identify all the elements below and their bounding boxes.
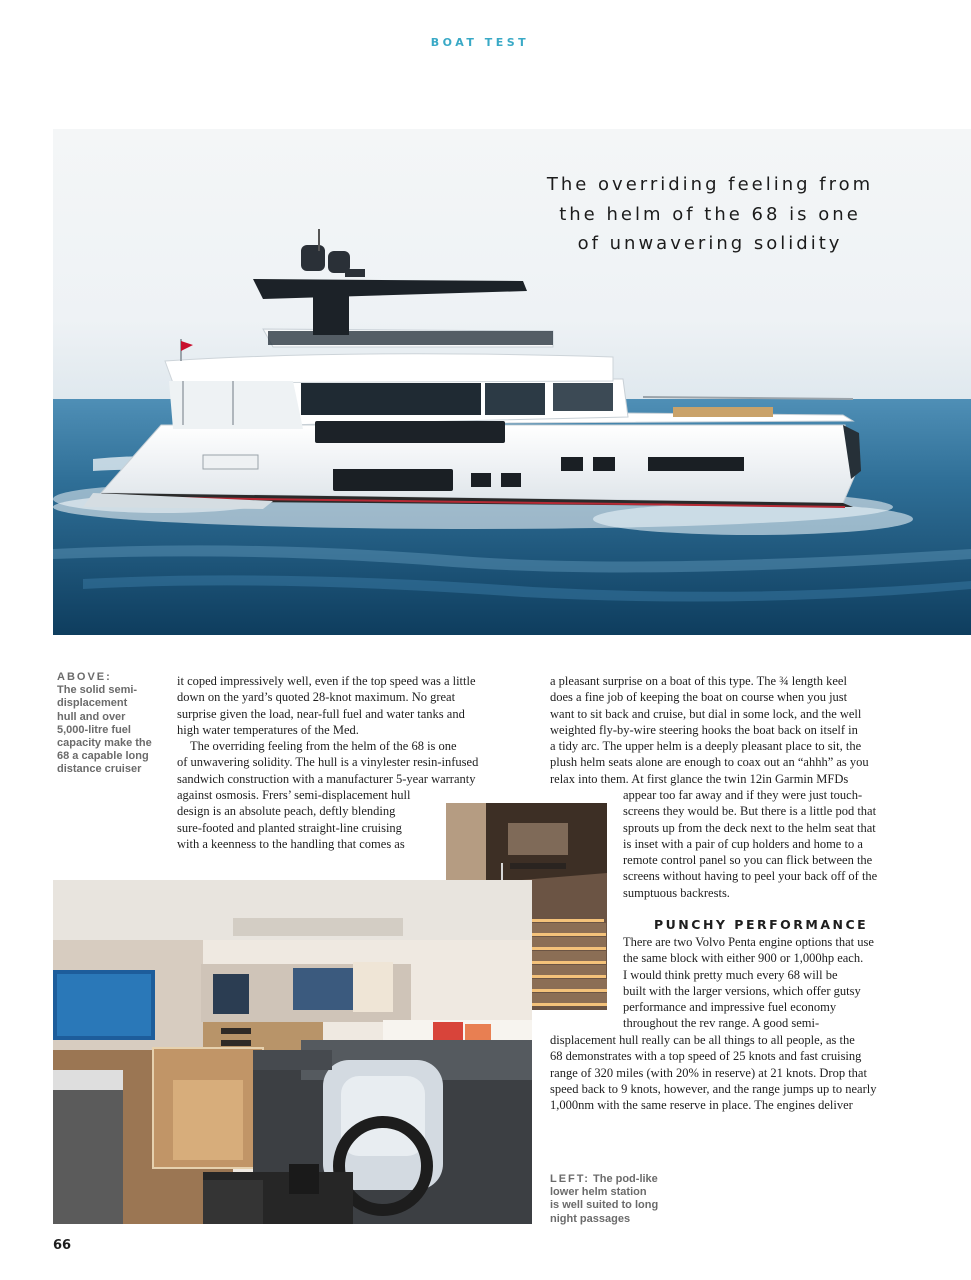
body-line: screens they would be. But there is a little pod that	[623, 804, 877, 819]
body-column-1	[177, 673, 478, 852]
subheading: PUNCHY PERFORMANCE	[654, 917, 869, 932]
body-line: high water temperatures of the Med.	[177, 722, 359, 737]
caption-line: hull and over	[57, 710, 126, 723]
caption-above	[57, 671, 167, 777]
caption-line: distance cruiser	[57, 763, 142, 776]
body-line: the same block with either 900 or 1,000hp each.	[623, 951, 864, 966]
caption-label: ABOVE:	[57, 671, 112, 683]
caption-body	[57, 684, 167, 776]
body-line: sure-footed and planted straight-line cruising	[177, 820, 402, 835]
pull-quote-line: of unwavering solidity	[577, 233, 843, 254]
body-line: performance and impressive fuel economy	[623, 1000, 837, 1015]
caption-line: night passages	[550, 1212, 631, 1225]
body-line: does a fine job of keeping the boat on course when you just	[550, 690, 848, 705]
caption-line: The pod-like	[589, 1173, 658, 1185]
body-line: with a keenness to the handling that comes as	[177, 836, 405, 851]
caption-line: displacement	[57, 697, 128, 710]
body-line: appear too far away and if they were just touch-	[623, 788, 863, 802]
caption-label: LEFT:	[550, 1173, 590, 1185]
body-line: relax into them. At first glance the twin 12in Garmin MFDs	[550, 771, 849, 786]
pull-quote-line: the helm of the 68 is one	[559, 203, 861, 225]
body-line: range of 320 miles (with 20% in reserve) at 21 knots. Drop that	[550, 1065, 867, 1080]
helm-interior-photo	[53, 880, 532, 1224]
caption-line: capacity make the	[57, 737, 152, 750]
body-line: against osmosis. Frers’ semi-displacement hull	[177, 788, 411, 803]
body-line: plush helm seats alone are enough to coax out an “ahhh” as you	[550, 755, 869, 770]
pull-quote	[505, 170, 915, 259]
body-line: design is an absolute peach, deftly blending	[177, 804, 396, 819]
caption-line: 5,000-litre fuel	[57, 723, 131, 736]
body-column-2-indent	[623, 787, 877, 901]
pull-quote-line: The overriding feeling from	[546, 174, 874, 195]
body-line: sumptuous backrests.	[623, 885, 730, 900]
body-line: a pleasant surprise on a boat of this type. The ¾ length keel	[550, 674, 847, 688]
body-line: a tidy arc. The upper helm is a deeply pleasant place to sit, the	[550, 739, 862, 754]
body-line: sprouts up from the deck next to the helm seat that	[623, 820, 876, 835]
body-line: 68 demonstrates with a top speed of 25 knots and fast cruising	[550, 1049, 862, 1064]
caption-left	[550, 1173, 680, 1226]
body-column-2-top	[550, 673, 869, 787]
body-line: speed back to 9 knots, however, and the range jumps up to nearly	[550, 1081, 877, 1096]
body-line: it coped impressively well, even if the top speed was a little	[177, 674, 476, 688]
body-line: I would think pretty much every 68 will be	[623, 967, 838, 982]
body-line: want to sit back and cruise, but dial in some lock, and the well	[550, 706, 862, 721]
body-line: There are two Volvo Penta engine options that use	[623, 935, 874, 949]
section-label: BOAT TEST	[430, 36, 530, 49]
body-column-2-indent-2	[623, 934, 874, 1032]
body-line: down on the yard’s quoted 28-knot maximum. No great	[177, 690, 456, 705]
body-line: surprise given the load, near-full fuel and water tanks and	[177, 706, 465, 721]
body-line: is inset with a pair of cup holders and home to a	[623, 836, 863, 851]
body-line: built with the larger versions, which offer gutsy	[623, 983, 861, 998]
body-line: of unwavering solidity. The hull is a vinylester resin-infused	[177, 755, 479, 770]
body-line: sandwich construction with a manufacturer 5-year warranty	[177, 771, 476, 786]
body-line: screens without having to peel your back off of the	[623, 869, 878, 884]
body-line: weighted fly-by-wire steering hooks the boat back on itself in	[550, 722, 858, 737]
caption-line: is well suited to long	[550, 1199, 659, 1212]
caption-line: The solid semi-	[57, 684, 138, 697]
body-line: displacement hull really can be all things to all people, as the	[550, 1033, 855, 1047]
body-line: The overriding feeling from the helm of the 68 is one	[190, 739, 457, 754]
body-column-2-bottom	[550, 1032, 877, 1113]
body-line: throughout the rev range. A good semi-	[623, 1016, 820, 1031]
body-line: remote control panel so you can flick between the	[623, 853, 873, 868]
caption-line: 68 a capable long	[57, 750, 149, 763]
body-line: 1,000nm with the same reserve in place. The engines deliver	[550, 1098, 853, 1113]
caption-line: lower helm station	[550, 1186, 647, 1199]
page-number: 66	[53, 1238, 72, 1253]
